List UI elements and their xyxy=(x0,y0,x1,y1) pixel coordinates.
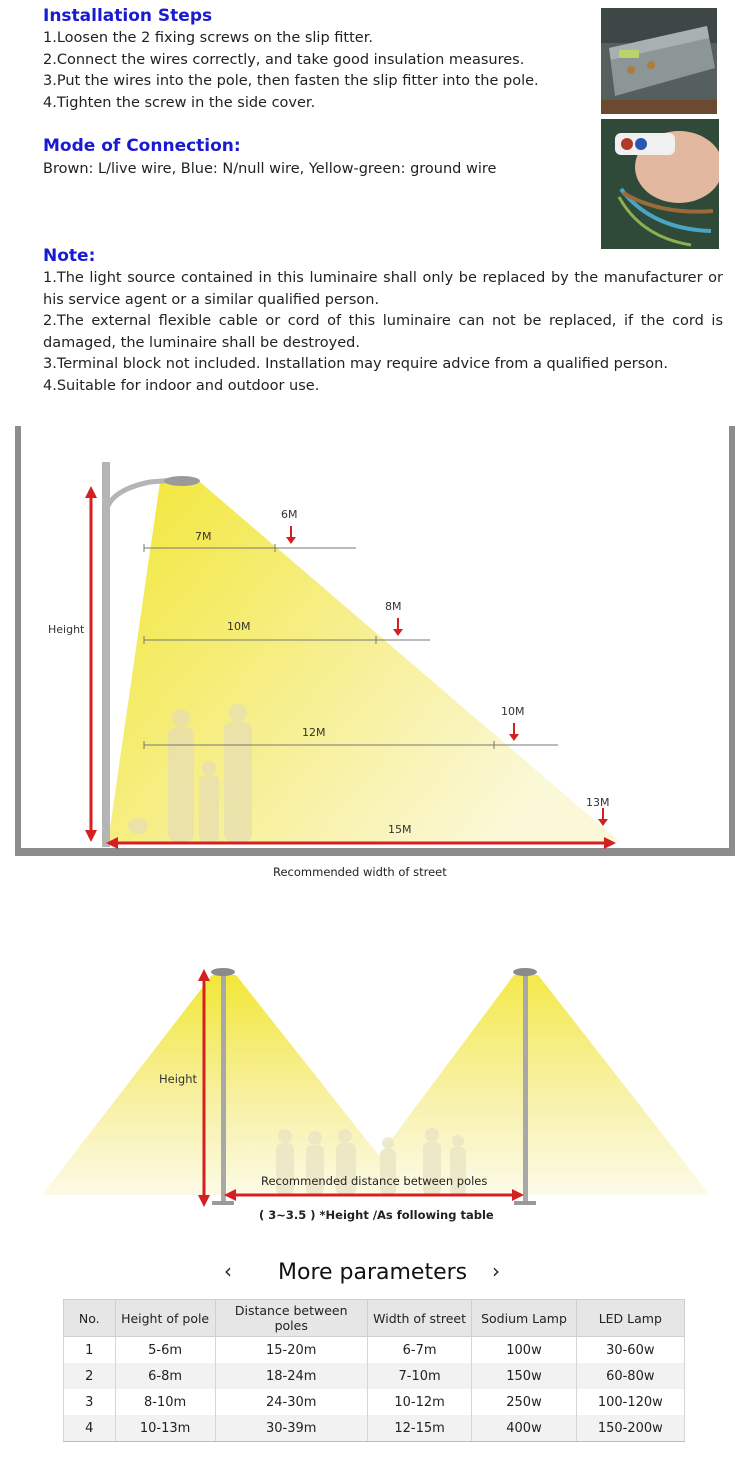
table-cell: 30-60w xyxy=(576,1337,684,1364)
street-width-diagram xyxy=(0,420,750,860)
span-label: 12M xyxy=(302,726,326,739)
table-cell: 3 xyxy=(64,1389,116,1415)
height-label: Height xyxy=(159,1072,198,1086)
table-cell: 100w xyxy=(472,1337,576,1364)
table-cell: 60-80w xyxy=(576,1363,684,1389)
installation-title: Installation Steps xyxy=(43,6,213,26)
column-header: Width of street xyxy=(367,1300,472,1337)
note-item: 2.The external flexible cable or cord of this luminaire can not be replaced, if the cord is damaged, the luminaire shall be destroyed. xyxy=(43,313,723,351)
note-title: Note: xyxy=(43,246,96,266)
next-arrow[interactable]: › xyxy=(492,1259,500,1283)
table-cell: 15-20m xyxy=(215,1337,367,1364)
table-cell: 30-39m xyxy=(215,1415,367,1442)
table-cell: 8-10m xyxy=(115,1389,215,1415)
distance-formula: ( 3~3.5 ) *Height /As following table xyxy=(259,1208,494,1222)
installation-step: 4.Tighten the screw in the side cover. xyxy=(43,94,316,111)
column-header: Distance between poles xyxy=(215,1300,367,1337)
street-width-caption: Recommended width of street xyxy=(273,865,447,879)
note-item: 4.Suitable for indoor and outdoor use. xyxy=(43,377,320,394)
table-cell: 6-7m xyxy=(367,1337,472,1364)
table-cell: 100-120w xyxy=(576,1389,684,1415)
table-cell: 5-6m xyxy=(115,1337,215,1364)
note-list xyxy=(43,268,723,397)
table-cell: 400w xyxy=(472,1415,576,1442)
table-cell: 4 xyxy=(64,1415,116,1442)
note-item: 1.The light source contained in this luminaire shall only be replaced by the manufacturer or his service agent or a similar qualified person. xyxy=(43,270,723,308)
table-cell: 250w xyxy=(472,1389,576,1415)
wiring-photo xyxy=(601,119,719,249)
column-header: LED Lamp xyxy=(576,1300,684,1337)
marker-label: 8M xyxy=(385,600,402,613)
table-cell: 10-12m xyxy=(367,1389,472,1415)
table-cell: 12-15m xyxy=(367,1415,472,1442)
parameters-table xyxy=(63,1299,685,1442)
table-cell: 1 xyxy=(64,1337,116,1364)
height-label: Height xyxy=(48,623,85,636)
table-header-row xyxy=(64,1300,685,1337)
slip-fitter-photo xyxy=(601,8,717,114)
span-label: 15M xyxy=(388,823,412,836)
marker-label: 13M xyxy=(586,796,610,809)
table-cell: 10-13m xyxy=(115,1415,215,1442)
marker-label: 10M xyxy=(501,705,525,718)
installation-step: 1.Loosen the 2 fixing screws on the slip fitter. xyxy=(43,30,373,46)
marker-label: 6M xyxy=(281,508,298,521)
table-cell: 7-10m xyxy=(367,1363,472,1389)
params-title: More parameters xyxy=(278,1260,468,1285)
prev-arrow[interactable]: ‹ xyxy=(224,1259,232,1283)
column-header: Height of pole xyxy=(115,1300,215,1337)
installation-step: 3.Put the wires into the pole, then fasten the slip fitter into the pole. xyxy=(43,73,539,89)
column-header: Sodium Lamp xyxy=(472,1300,576,1337)
span-label: 10M xyxy=(227,620,251,633)
table-cell: 24-30m xyxy=(215,1389,367,1415)
table-cell: 6-8m xyxy=(115,1363,215,1389)
table-cell: 2 xyxy=(64,1363,116,1389)
connection-text: Brown: L/live wire, Blue: N/null wire, Yellow-green: ground wire xyxy=(43,161,497,177)
connection-title: Mode of Connection: xyxy=(43,136,241,156)
table-row xyxy=(64,1389,685,1415)
table-cell: 150-200w xyxy=(576,1415,684,1442)
installation-steps xyxy=(43,28,593,114)
column-header: No. xyxy=(64,1300,116,1337)
span-label: 7M xyxy=(195,530,212,543)
table-row xyxy=(64,1415,685,1442)
pole-distance-diagram xyxy=(0,955,750,1230)
table-row xyxy=(64,1337,685,1364)
installation-step: 2.Connect the wires correctly, and take good insulation measures. xyxy=(43,51,525,68)
table-cell: 18-24m xyxy=(215,1363,367,1389)
table-row xyxy=(64,1363,685,1389)
distance-label: Recommended distance between poles xyxy=(261,1174,488,1188)
table-cell: 150w xyxy=(472,1363,576,1389)
note-item: 3.Terminal block not included. Installation may require advice from a qualified person. xyxy=(43,356,668,372)
